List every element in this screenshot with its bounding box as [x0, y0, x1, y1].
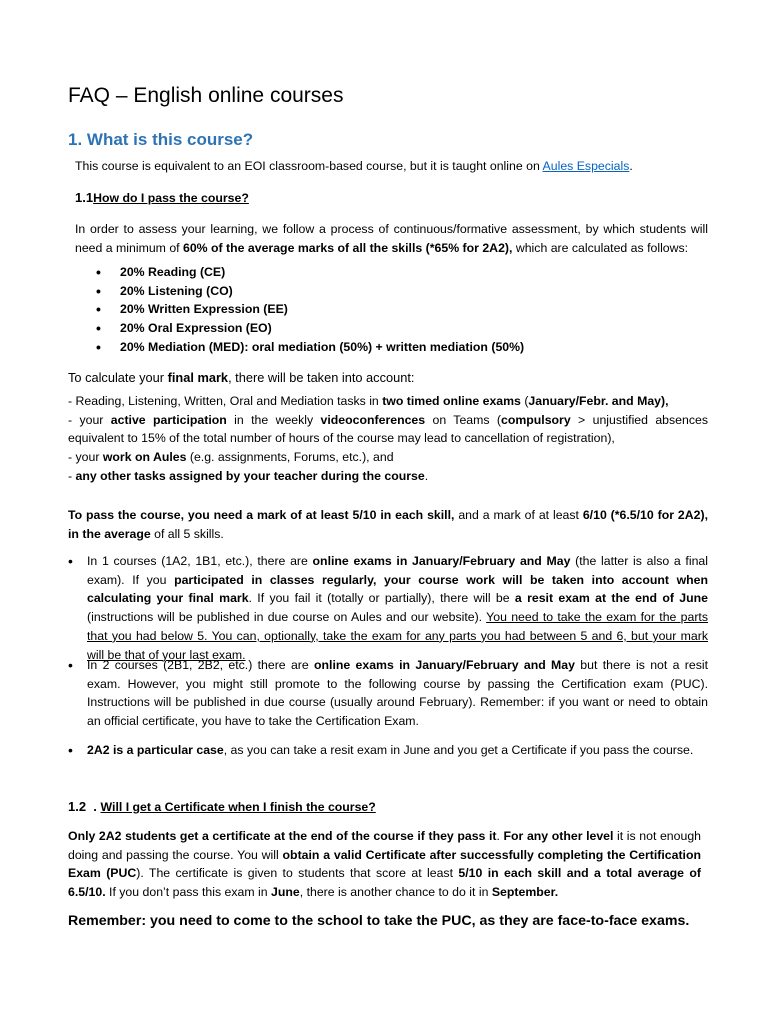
criteria-line-exams: - Reading, Listening, Written, Oral and Mediation tasks in two timed online exams (January/Febr. and May),: [68, 394, 669, 408]
skills-list: [94, 263, 524, 357]
bullet-icon: •: [68, 553, 73, 569]
bullet-2-courses: • In 2 courses (2B1, 2B2, etc.) there are online exams in January/February and May but there is not a resit exam. However, you might still promote to the following course by passing the Certification exam (PUC). Instructions will be published in due course (usually around February). Remember: if you want or need to obtain an official certificate, you have to take the Certification Exam.: [68, 657, 708, 729]
list-item: • 20% Mediation (MED): oral mediation (50%) + written mediation (50%): [94, 338, 524, 357]
pass-requirements-paragraph: To pass the course, you need a mark of at least 5/10 in each skill, and a mark of at least 6/10 (*6.5/10 for 2A2), in the average of all 5 skills.: [68, 508, 708, 541]
list-item: • 20% Oral Expression (EO): [94, 319, 524, 338]
intro-paragraph: This course is equivalent to an EOI classroom-based course, but it is taught online on Aules Especials.: [75, 159, 633, 173]
final-mark-intro: To calculate your final mark, there will be taken into account:: [68, 370, 415, 385]
section-1-1-heading: 1.1How do I pass the course?: [75, 190, 249, 205]
remember-note: Remember: you need to come to the school to take the PUC, as they are face-to-face exams.: [68, 913, 690, 929]
aules-especials-link[interactable]: Aules Especials: [542, 159, 630, 173]
bullet-1-courses: • In 1 courses (1A2, 1B1, etc.), there are online exams in January/February and May (the latter is also a final exam). If you participated in classes regularly, your course work will be taken into account when calculating your final mark. If you fail it (totally or partially), there will be a resit exam at the end of June (instructions will be published in due course on Aules and our website). You need to take the exam for the parts that you had below 5. You can, optionally, take the exam for any parts you had between 5 and 6, but your mark will be that of your last exam.: [68, 553, 709, 662]
bullet-icon: •: [68, 657, 73, 673]
bullet-icon: •: [68, 742, 73, 758]
criteria-line-other-tasks: - any other tasks assigned by your teacher during the course.: [68, 468, 429, 483]
section-1-heading: 1. What is this course?: [68, 130, 254, 149]
certificate-paragraph: Only 2A2 students get a certificate at the end of the course if they pass it. For any other level it is not enough doing and passing the course. You will obtain a valid Certificate after successfully completing the Certification Exam (PUC). The certificate is given to students that score at least 5/10 in each skill and a total average of 6.5/10. If you don’t pass this exam in June, there is another chance to do it in September.: [68, 829, 702, 900]
list-item: • 20% Listening (CO): [94, 282, 524, 301]
criteria-line-participation: - your active participation in the weekly videoconferences on Teams (compulsory > unjustified absences equivalent to 15% of the total number of hours of the course may lead to cancellation of registration),: [68, 412, 708, 446]
section-1-2-heading: 1.2 . Will I get a Certificate when I finish the course?: [68, 799, 376, 814]
criteria-line-aules: - your work on Aules (e.g. assignments, Forums, etc.), and: [68, 450, 394, 465]
page-title: FAQ – English online courses: [68, 84, 344, 107]
list-item: • 20% Reading (CE): [94, 263, 524, 282]
final-mark-criteria: [68, 392, 708, 486]
bullet-2a2: • 2A2 is a particular case, as you can take a resit exam in June and you get a Certificate if you pass the course.: [68, 742, 694, 758]
list-item: • 20% Written Expression (EE): [94, 300, 524, 319]
assessment-paragraph: In order to assess your learning, we follow a process of continuous/formative assessment, by which students will need a minimum of 60% of the average marks of all the skills (*65% for 2A2), which are calculated as follows:: [75, 222, 708, 255]
